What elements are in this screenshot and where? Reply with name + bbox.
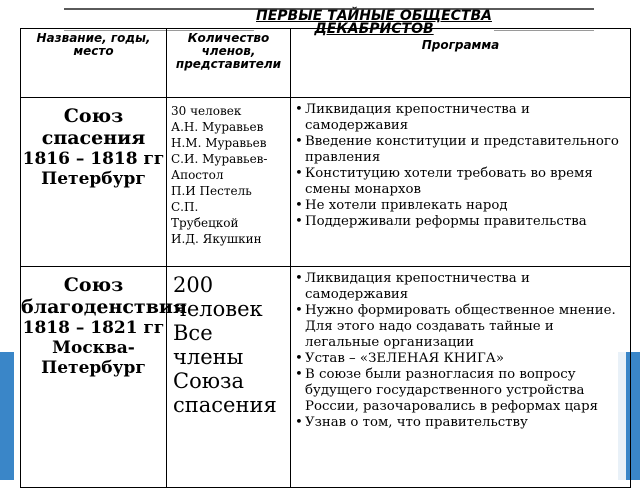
- society-cell: [21, 267, 188, 488]
- member-line: Трубецкой: [171, 216, 239, 230]
- member-line: С.П.: [171, 200, 199, 214]
- program-item: • Устав – «ЗЕЛЕНАЯ КНИГА»: [305, 351, 626, 367]
- table-header-row: [21, 29, 631, 98]
- members-list: [167, 98, 290, 247]
- member-line: 200 человек: [173, 273, 263, 321]
- member-line: А.Н. Муравьев: [171, 120, 264, 134]
- member-line: члены: [173, 345, 244, 369]
- program-cell: [291, 98, 631, 267]
- member-line: Н.М. Муравьев: [171, 136, 267, 150]
- slide-decoration-left: [0, 352, 14, 480]
- program-item: • Нужно формировать общественное мнение. Для этого надо создавать тайные и легальные организации: [305, 303, 626, 351]
- members-cell: [167, 98, 291, 267]
- member-line: С.И. Муравьев-: [171, 152, 268, 166]
- member-line: спасения: [173, 393, 277, 417]
- table-row: [21, 267, 631, 488]
- decembrist-societies-table: [20, 28, 631, 488]
- program-item: • Конституцию хотели требовать во время смены монархов: [305, 166, 626, 198]
- header-cell-name: [21, 29, 167, 98]
- header-members: Количество членов, представители: [175, 31, 282, 71]
- header-name-years-place: Название, годы, место: [36, 31, 151, 58]
- program-item: • В союзе были разногласия по вопросу будущего государственного устройства России, разочаровались в реформах царя: [305, 367, 626, 415]
- members-list: [167, 267, 290, 417]
- page-title: ПЕРВЫЕ ТАЙНЫЕ ОБЩЕСТВА ДЕКАБРИСТОВ: [254, 10, 494, 36]
- member-line: Апостол: [171, 168, 224, 182]
- program-item: • Узнав о том, что правительству: [305, 415, 626, 431]
- society-cell: [21, 98, 167, 267]
- header-cell-program: [291, 29, 631, 98]
- member-line: Все: [173, 321, 213, 345]
- member-line: П.И Пестель: [171, 184, 252, 198]
- program-item: • Введение конституции и представительного правления: [305, 134, 626, 166]
- member-line: 30 человек: [171, 104, 242, 118]
- society-name: Союз благоденствия: [21, 274, 188, 318]
- society-place: Петербург: [41, 169, 146, 189]
- member-line: Союза: [173, 369, 244, 393]
- society-place: Москва-Петербург: [41, 338, 146, 378]
- member-line: И.Д. Якушкин: [171, 232, 262, 246]
- table-row: [21, 98, 631, 267]
- society-years: 1816 – 1818 гг: [22, 149, 165, 169]
- society-years: 1818 – 1821 гг: [22, 318, 165, 338]
- header-cell-members: [167, 29, 291, 98]
- program-item: • Поддерживали реформы правительства: [305, 214, 626, 230]
- header-program: Программа: [421, 38, 500, 52]
- program-list: [291, 98, 630, 230]
- society-name: Союз спасения: [41, 105, 146, 149]
- program-item: • Ликвидация крепостничества и самодержавия: [305, 102, 626, 134]
- program-item: • Не хотели привлекать народ: [305, 198, 626, 214]
- program-cell: [291, 267, 631, 488]
- members-cell: [167, 267, 291, 488]
- program-item: • Ликвидация крепостничества и самодержавия: [305, 271, 626, 303]
- program-list: [291, 267, 630, 431]
